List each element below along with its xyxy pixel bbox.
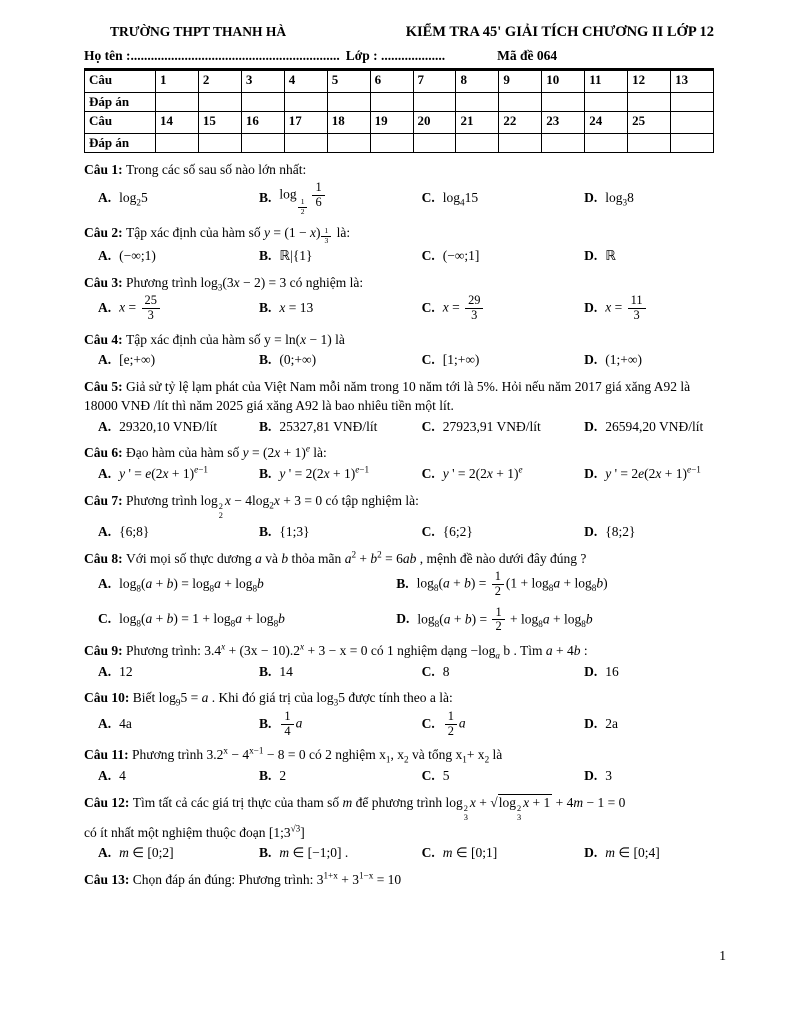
question-label: Câu 6:: [84, 445, 127, 461]
option-b: [259, 662, 418, 681]
option-letter: D.: [584, 663, 598, 679]
options-row: [98, 181, 714, 216]
question-number-cell: 5: [327, 71, 370, 93]
question-text: Phương trình $3.2^x - 4^{x-1} - 8 = 0$ có 2 nghiệm $x_1$, $x_2$ và tổng $x_1+ x_2$ là: [132, 745, 503, 766]
answer-table-row-label: Đáp án: [85, 134, 156, 153]
option-c: [422, 662, 581, 681]
option-c: [422, 844, 581, 863]
option-value: $\log_8(a + b) = 1 + \log_8a + \log_8b$: [119, 611, 285, 630]
option-letter: C.: [421, 418, 435, 434]
question-label: Câu 5:: [84, 379, 127, 395]
option-letter: B.: [259, 418, 272, 434]
question-2: [84, 223, 714, 266]
answer-cell: [413, 134, 456, 153]
question-label: Câu 4:: [84, 332, 127, 347]
option-value: x = 13: [279, 300, 314, 316]
exam-code: Mã đề 064: [497, 48, 558, 63]
answer-table-row-label: Đáp án: [85, 93, 156, 112]
option-c: [422, 247, 581, 266]
options-row: [98, 570, 714, 635]
option-d: [584, 294, 714, 323]
option-b: [259, 181, 418, 216]
option-b: [259, 844, 418, 863]
option-letter: B.: [259, 663, 272, 679]
question-9: [84, 641, 714, 681]
option-c: [422, 465, 581, 484]
option-value: {1;3}: [279, 523, 310, 539]
answer-cell: [542, 93, 585, 112]
option-c: [422, 523, 581, 542]
option-value: 2: [279, 767, 287, 783]
option-value: $\log_8(a + b) = \log_8a + \log_8b$: [119, 575, 264, 594]
question-label: Câu 10:: [84, 690, 133, 706]
option-value: y ' = $2(2x + 1)^{e-1}$: [279, 464, 370, 481]
option-letter: C.: [421, 190, 435, 206]
answer-cell: [284, 93, 327, 112]
option-letter: C.: [421, 767, 435, 783]
option-b: [259, 523, 418, 542]
option-letter: C.: [421, 663, 435, 679]
answer-cell: [241, 93, 284, 112]
option-value: 14: [279, 663, 293, 679]
answer-cell: [413, 93, 456, 112]
option-a: [98, 523, 255, 542]
option-b: [259, 247, 418, 266]
option-value: {6;8}: [119, 523, 150, 539]
question-number-cell: 15: [198, 112, 241, 134]
question-label: Câu 11:: [84, 747, 133, 763]
option-letter: D.: [584, 844, 598, 860]
option-value: (−∞;1]: [442, 248, 480, 264]
school-name: TRƯỜNG THPT THANH HÀ: [110, 24, 287, 39]
question-3: [84, 273, 714, 323]
options-row: [98, 247, 714, 266]
option-b: [259, 710, 418, 739]
question-text-line: [84, 549, 714, 568]
option-value: m ∈ [0;1]: [442, 844, 498, 860]
option-value: m ∈ [0;4]: [605, 844, 660, 860]
option-value: 5: [442, 767, 450, 783]
option-letter: A.: [98, 523, 112, 539]
option-c: [422, 294, 581, 323]
answer-cell: [499, 134, 542, 153]
option-value: 3: [605, 767, 612, 783]
option-letter: B.: [396, 575, 409, 591]
option-value: {6;2}: [442, 523, 473, 539]
question-number-cell: 14: [156, 112, 199, 134]
option-b: [259, 417, 418, 436]
question-label: Câu 1:: [84, 162, 127, 177]
option-a: [98, 247, 255, 266]
question-8: [84, 549, 714, 635]
option-value: x = $\frac{29}{3}$: [443, 294, 486, 323]
question-number-cell: 4: [284, 71, 327, 93]
answer-cell: [499, 93, 542, 112]
option-b: [259, 767, 418, 786]
option-value: 16: [605, 663, 619, 679]
question-text: Phương trình: $3.4^x + (3x - 10).2^x + 3 - x = 0$ có 1 nghiệm dạng $-\log_a$ b . Tìm a + 4b :: [126, 641, 588, 662]
option-d: [584, 189, 714, 208]
option-value: 26594,20 VNĐ/lít: [605, 418, 704, 434]
question-10: [84, 688, 714, 738]
question-text-line: [84, 745, 714, 764]
answer-cell: [628, 134, 671, 153]
option-letter: B.: [259, 844, 272, 860]
question-number-cell: 25: [628, 112, 671, 134]
answer-cell: [671, 134, 714, 153]
option-value: m ∈ [0;2]: [119, 844, 174, 860]
answer-cell: [628, 93, 671, 112]
option-value: [1;+∞): [442, 352, 480, 368]
option-a: [98, 417, 255, 436]
answer-cell: [198, 93, 241, 112]
option-value: (−∞;1): [119, 248, 156, 264]
header: [84, 24, 714, 41]
question-text-line: [84, 443, 714, 462]
answer-table-row: [85, 112, 714, 134]
question-number-cell: 6: [370, 71, 413, 93]
option-letter: C.: [421, 300, 435, 316]
option-value: $\frac{1}{2}$ a: [443, 710, 466, 739]
option-value: m ∈ [−1;0] .: [279, 844, 349, 860]
option-letter: B.: [259, 715, 272, 731]
option-letter: D.: [584, 248, 598, 264]
option-letter: B.: [259, 523, 272, 539]
option-value: $\log_25$: [119, 190, 148, 208]
question-number-cell: 2: [198, 71, 241, 93]
option-c: [422, 417, 581, 436]
question-text: Biết $\log_95 = a$ . Khi đó giá trị của $\log_35$ được tính theo a là:: [132, 690, 453, 709]
option-value: $\log_38$: [605, 190, 634, 208]
option-value: $\frac{1}{4}$ a: [279, 710, 302, 739]
question-label: Câu 2:: [84, 225, 127, 241]
name-line: [84, 48, 714, 70]
option-value: $\log_8(a + b)$ = $\frac{1}{2}$ + $\log_8a + \log_8b$: [417, 604, 593, 634]
option-b: [259, 465, 418, 484]
question-label: Câu 7:: [84, 492, 127, 508]
question-number-cell: 21: [456, 112, 499, 134]
option-letter: A.: [98, 663, 112, 679]
option-value: log $\frac{1}{2}$ $\frac{1}{6}$: [279, 181, 326, 216]
option-letter: B.: [259, 300, 272, 316]
option-letter: A.: [98, 300, 112, 316]
option-value: [e;+∞): [119, 352, 156, 368]
option-a: [98, 767, 255, 786]
question-label: Câu 3:: [84, 275, 127, 291]
option-d: [584, 247, 714, 266]
option-letter: B.: [259, 248, 272, 264]
option-letter: A.: [98, 418, 112, 434]
option-c: [422, 767, 581, 786]
question-number-cell: 17: [284, 112, 327, 134]
question-13: [84, 870, 714, 889]
option-letter: C.: [421, 352, 435, 368]
option-a: [98, 844, 255, 863]
option-value: 8: [442, 663, 450, 679]
option-letter: D.: [584, 523, 598, 539]
option-letter: A.: [98, 352, 112, 368]
questions-section: [84, 160, 714, 889]
answer-table: [84, 70, 714, 153]
answer-cell: [327, 134, 370, 153]
option-letter: B.: [259, 190, 272, 206]
question-number-cell: 24: [585, 112, 628, 134]
question-label: Câu 8:: [84, 550, 127, 566]
options-row: [98, 767, 714, 786]
option-b: [259, 351, 418, 370]
question-text: Tập xác định của hàm số y = ln(x − 1) là: [126, 332, 345, 347]
question-text-line: [84, 160, 714, 179]
option-letter: A.: [98, 190, 112, 206]
option-c: [422, 189, 581, 208]
option-value: ℝ|{1}: [279, 248, 313, 264]
question-text: Giả sử tỷ lệ lạm phát của Việt Nam mỗi năm trong 10 năm tới là 5%. Hỏi nếu năm 2017 giá xăng A92 là 18000 VNĐ /lít thì năm 2025 giá xăng A92 là bao nhiêu tiền một lít.: [84, 379, 691, 414]
question-text: Với mọi số thực dương a và b thỏa mãn $a^2 + b^2 = 6ab$ , mệnh đề nào dưới đây đúng ?: [126, 549, 587, 566]
question-text-line: [84, 491, 714, 521]
option-letter: D.: [584, 300, 598, 316]
question-number-cell: 10: [542, 71, 585, 93]
answer-cell: [671, 93, 714, 112]
option-value: 25327,81 VNĐ/lít: [279, 418, 378, 434]
options-row: [98, 662, 714, 681]
option-a: [98, 189, 255, 208]
option-letter: A.: [98, 575, 112, 591]
option-value: 2a: [605, 715, 618, 731]
option-d: [584, 523, 714, 542]
question-7: [84, 491, 714, 542]
question-text: Phương trình log 2 2 $x - 4\log_2x + 3 = 0$ có tập nghiệm là:: [126, 492, 419, 521]
answer-cell: [156, 93, 199, 112]
option-letter: D.: [584, 767, 598, 783]
page-number: 1: [719, 948, 726, 963]
option-letter: A.: [98, 844, 112, 860]
question-number-cell: 16: [241, 112, 284, 134]
question-number-cell: 12: [628, 71, 671, 93]
option-letter: D.: [584, 715, 598, 731]
option-letter: B.: [259, 465, 272, 481]
option-a: [98, 351, 255, 370]
question-number-cell: 11: [585, 71, 628, 93]
option-d: [396, 606, 714, 635]
option-letter: C.: [421, 715, 435, 731]
option-a: [98, 575, 392, 594]
options-row: [98, 523, 714, 542]
question-1: [84, 160, 714, 216]
answer-table-row: [85, 134, 714, 153]
option-value: x = $\frac{11}{3}$: [605, 294, 647, 323]
option-letter: A.: [98, 767, 112, 783]
option-value: x = $\frac{25}{3}$: [119, 294, 162, 323]
option-d: [584, 767, 714, 786]
options-row: [98, 294, 714, 323]
option-value: (1;+∞): [605, 352, 642, 368]
question-number-cell: 19: [370, 112, 413, 134]
option-letter: D.: [584, 352, 598, 368]
option-c: [422, 710, 581, 739]
option-a: [98, 662, 255, 681]
answer-cell: [370, 134, 413, 153]
answer-cell: [585, 134, 628, 153]
question-text-line: [84, 273, 714, 292]
answer-cell: [198, 134, 241, 153]
option-letter: B.: [259, 767, 272, 783]
option-letter: D.: [584, 418, 598, 434]
question-text-line: [84, 793, 714, 842]
option-letter: A.: [98, 465, 112, 481]
question-label: Câu 13:: [84, 871, 133, 887]
question-4: [84, 330, 714, 370]
question-number-cell: 20: [413, 112, 456, 134]
option-letter: D.: [584, 465, 598, 481]
answer-table-row: [85, 71, 714, 93]
option-value: (0;+∞): [279, 352, 317, 368]
option-letter: C.: [421, 523, 435, 539]
option-letter: C.: [421, 844, 435, 860]
question-number-cell: 7: [413, 71, 456, 93]
question-text-line: [84, 330, 714, 349]
options-row: [98, 465, 714, 484]
option-b: [396, 570, 714, 599]
question-number-cell: 22: [499, 112, 542, 134]
option-letter: D.: [584, 190, 598, 206]
answer-cell: [542, 134, 585, 153]
option-a: [98, 715, 255, 734]
question-12: [84, 793, 714, 863]
question-text: Trong các số sau số nào lớn nhất:: [126, 162, 307, 177]
option-a: [98, 465, 255, 484]
option-value: 4a: [119, 715, 132, 731]
option-value: 12: [119, 663, 133, 679]
question-number-cell: 23: [542, 112, 585, 134]
answer-cell: [327, 93, 370, 112]
question-6: [84, 443, 714, 483]
question-text-line: [84, 223, 714, 245]
option-c: [422, 351, 581, 370]
question-11: [84, 745, 714, 785]
option-value: 27923,91 VNĐ/lít: [442, 418, 541, 434]
question-text: Tập xác định của hàm số y = (1 − x) $\frac{1}{3}$ là:: [126, 225, 351, 245]
question-text: Tìm tất cả các giá trị thực của tham số m để phương trình log 2 3 x + √log 2 3 x + 1 + 4m − 1 = 0 có ít nhất một nghiệm thuộc đoạn $[1;3^{√3}]$: [84, 794, 626, 840]
option-value: y ' = $2e(2x + 1)^{e-1}$: [605, 464, 701, 481]
option-d: [584, 351, 714, 370]
answer-cell: [370, 93, 413, 112]
option-letter: A.: [98, 248, 112, 264]
answer-cell: [456, 134, 499, 153]
question-text: Phương trình $\log_3(3x - 2) = 3$ có nghiệm là:: [126, 275, 364, 293]
question-number-cell: 8: [456, 71, 499, 93]
answer-table-row-label: Câu: [85, 112, 156, 134]
options-row: [98, 844, 714, 863]
exam-title: KIỂM TRA 45' GIẢI TÍCH CHƯƠNG II LỚP 12: [405, 24, 714, 40]
option-d: [584, 465, 714, 484]
question-text-line: [84, 688, 714, 707]
question-text-line: [84, 641, 714, 660]
question-label: Câu 9:: [84, 643, 127, 659]
option-a: [98, 294, 255, 323]
question-number-cell: 1: [156, 71, 199, 93]
option-d: [584, 844, 714, 863]
answer-cell: [241, 134, 284, 153]
answer-cell: [156, 134, 199, 153]
student-name-field: Họ tên :..............................................................: [84, 48, 340, 63]
options-row: [98, 351, 714, 370]
option-value: $\log_8(a + b)$ = $\frac{1}{2}$ $(1 + \log_8a + \log_8b)$: [416, 568, 608, 598]
option-d: [584, 417, 714, 436]
option-c: [98, 610, 392, 629]
option-value: 4: [119, 767, 126, 783]
option-value: y ' = $2(2x + 1)^e$: [442, 464, 523, 481]
question-text: Chọn đáp án đúng: Phương trình: $3^{1+x} + 3^{1-x} = 10$: [132, 870, 402, 887]
options-row: [98, 710, 714, 739]
option-value: 29320,10 VNĐ/lít: [119, 418, 218, 434]
answer-table-row: [85, 93, 714, 112]
question-label: Câu 12:: [84, 794, 133, 810]
answer-cell: [284, 134, 327, 153]
answer-cell: [456, 93, 499, 112]
option-value: $\log_415$: [442, 190, 479, 208]
option-letter: C.: [98, 611, 112, 627]
option-letter: A.: [98, 715, 112, 731]
option-value: ℝ: [605, 248, 616, 264]
option-d: [584, 715, 714, 734]
option-b: [259, 299, 418, 318]
answer-cell: [585, 93, 628, 112]
question-number-cell: 13: [671, 71, 714, 93]
option-letter: D.: [396, 611, 410, 627]
question-text-line: [84, 377, 714, 415]
option-letter: C.: [421, 465, 435, 481]
option-value: y ' = $e(2x + 1)^{e-1}$: [119, 464, 208, 481]
class-field: Lớp : ...................: [345, 48, 446, 63]
options-row: [98, 417, 714, 436]
question-number-cell: [671, 112, 714, 134]
question-number-cell: 9: [499, 71, 542, 93]
option-d: [584, 662, 714, 681]
question-text: Đạo hàm của hàm số $y = (2x + 1)^e$ là:: [126, 443, 327, 461]
question-5: [84, 377, 714, 436]
answer-table-row-label: Câu: [85, 71, 156, 93]
option-letter: C.: [421, 248, 435, 264]
question-number-cell: 18: [327, 112, 370, 134]
option-value: {8;2}: [605, 523, 636, 539]
question-number-cell: 3: [241, 71, 284, 93]
question-text-line: [84, 870, 714, 889]
option-letter: B.: [259, 352, 272, 368]
